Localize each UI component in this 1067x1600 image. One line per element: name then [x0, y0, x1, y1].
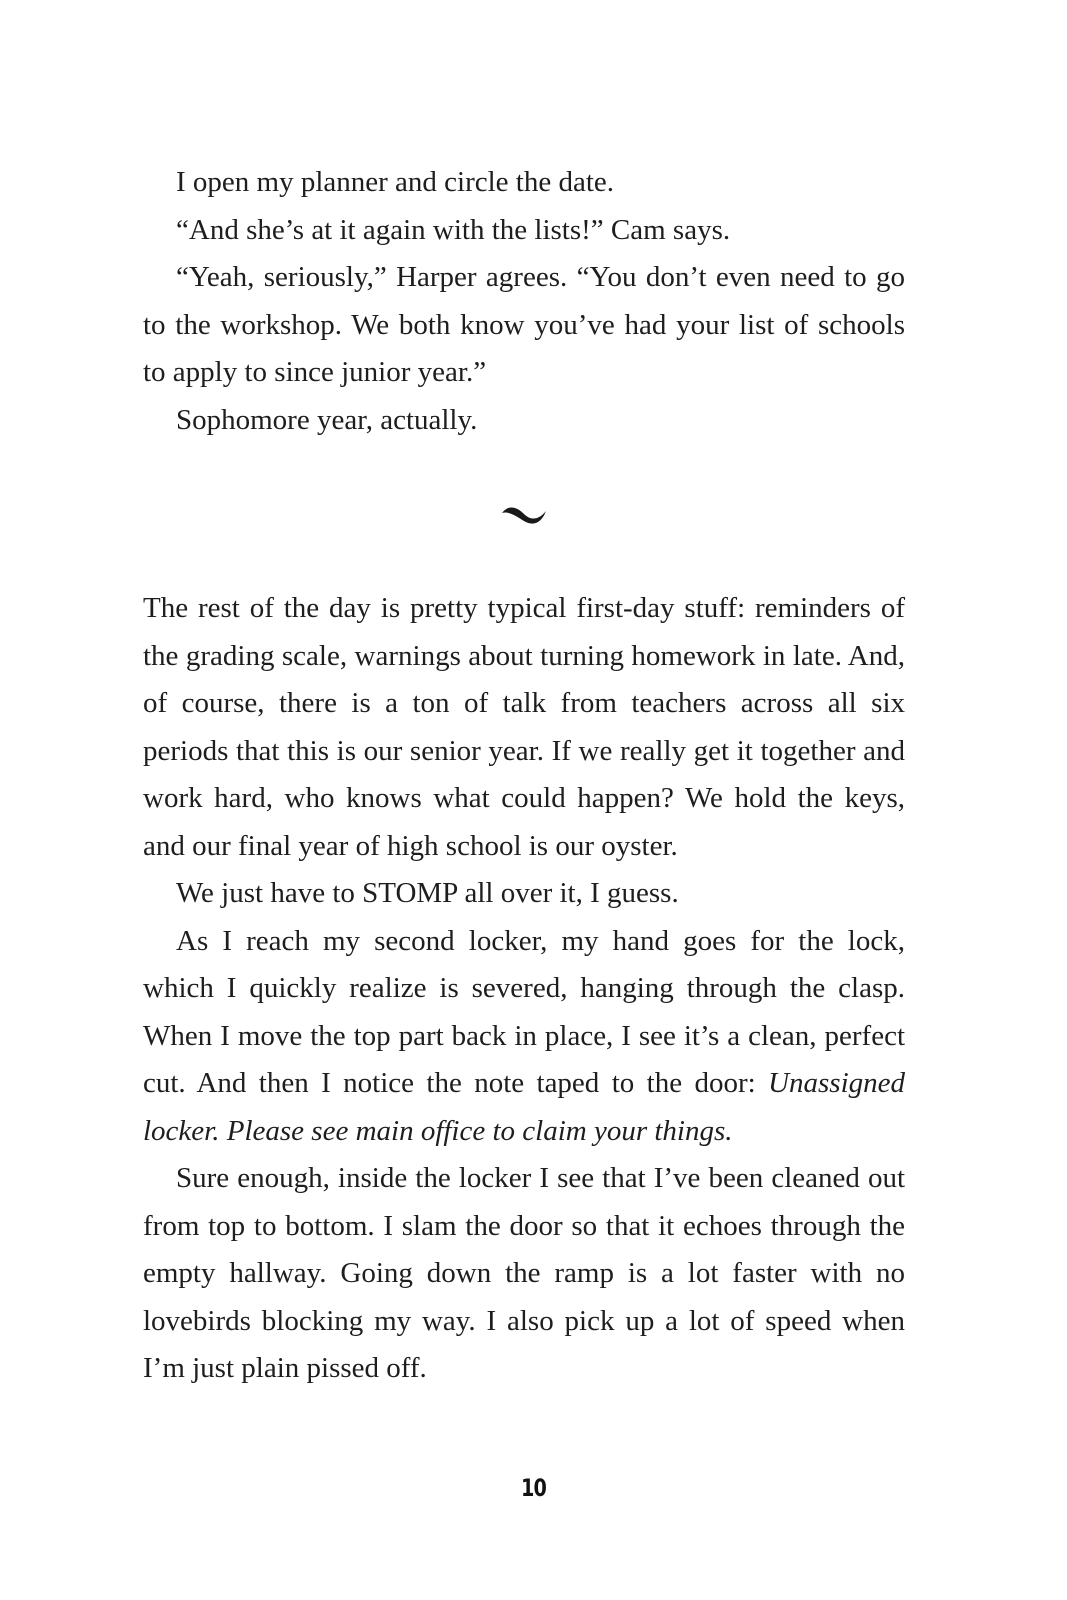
- paragraph-text: As I reach my second locker, my hand goes for the lock, which I quickly realize is severed, hanging through the clasp. When I move the top part back in place, I see it’s a clean, perfect cut. And then I notice the note taped to the door:: [143, 924, 905, 1099]
- text-section-one: [143, 159, 905, 444]
- scene-break-ornament-icon: [500, 502, 548, 528]
- paragraph: Sure enough, inside the locker I see that I’ve been cleaned out from top to bottom. I slam the door so that it echoes through the empty hallway. Going down the ramp is a lot faster with no lovebirds blocking my way. I also pick up a lot of speed when I’m just plain pissed off.: [143, 1162, 905, 1384]
- page-number: 10: [520, 1474, 547, 1502]
- text-section-two: [143, 585, 905, 1393]
- paragraph: We just have to STOMP all over it, I guess.: [176, 877, 679, 909]
- paragraph: Sophomore year, actually.: [176, 403, 478, 436]
- paragraph: The rest of the day is pretty typical first-day stuff: reminders of the grading scale, warnings about turning homework in late. And, of course, there is a ton of talk from teachers across all six periods that this is our senior year. If we really get it together and work hard, who knows what could happen? We hold the keys, and our final year of high school is our oyster.: [143, 592, 905, 862]
- paragraph: “Yeah, seriously,” Harper agrees. “You don’t even need to go to the workshop. We both know you’ve had your list of schools to apply to since junior year.”: [143, 261, 905, 388]
- paragraph: [143, 918, 905, 1156]
- locker-note-text: Unassigned locker. Please see main office to claim your things.: [143, 1067, 906, 1147]
- paragraph: I open my planner and circle the date.: [176, 166, 615, 198]
- paragraph: “And she’s at it again with the lists!” Cam says.: [176, 213, 731, 246]
